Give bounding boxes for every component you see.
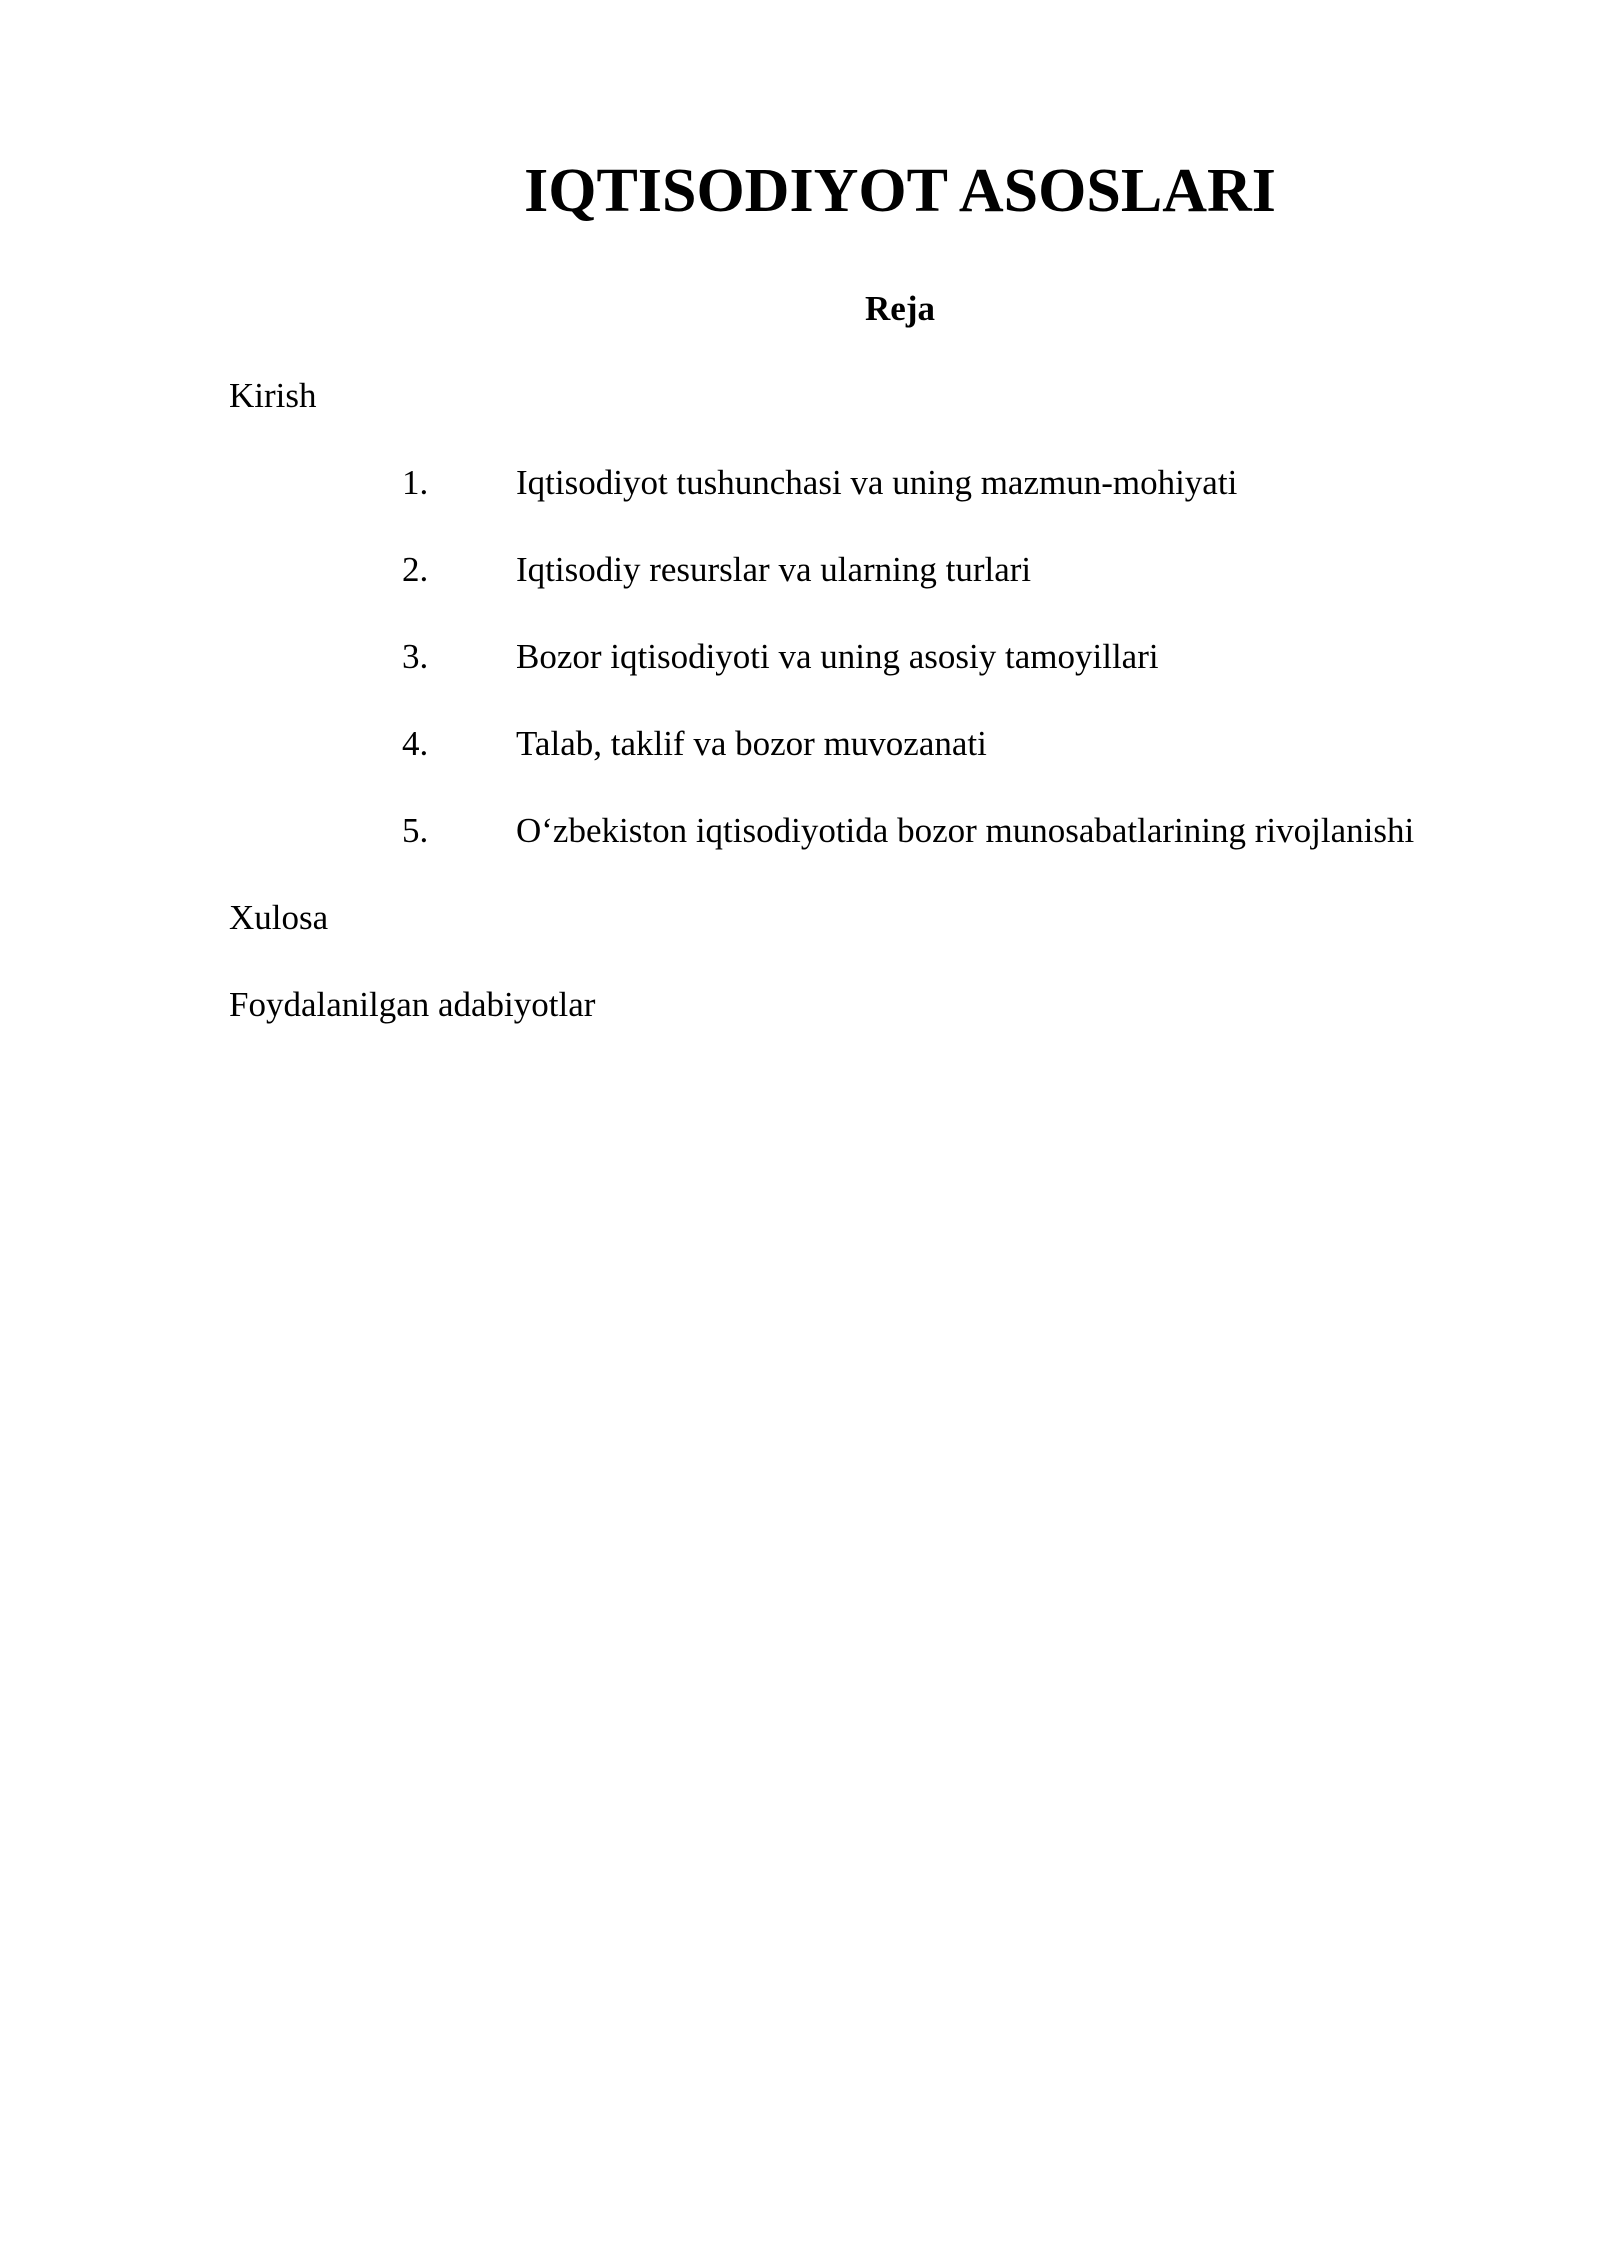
list-item-text: Talab, taklif va bozor muvozanati xyxy=(516,724,987,763)
list-item-text: Iqtisodiyot tushunchasi va uning mazmun-mohiyati xyxy=(516,463,1238,502)
document-title: IQTISODIYOT ASOSLARI xyxy=(524,157,1276,225)
list-item-text: Iqtisodiy resurslar va ularning turlari xyxy=(516,550,1032,589)
list-item-number: 3. xyxy=(402,637,429,676)
list-item-number: 2. xyxy=(402,550,429,589)
list-item-number: 5. xyxy=(402,811,429,850)
conclusion-line: Xulosa xyxy=(229,898,329,937)
intro-line: Kirish xyxy=(229,376,317,415)
list-item-text: Bozor iqtisodiyoti va uning asosiy tamoyillari xyxy=(516,637,1159,676)
plan-heading: Reja xyxy=(865,289,935,328)
list-item-number: 1. xyxy=(402,463,429,502)
list-item-number: 4. xyxy=(402,724,429,763)
list-item-text: O‘zbekiston iqtisodiyotida bozor munosabatlarining rivojlanishi xyxy=(516,811,1415,850)
references-line: Foydalanilgan adabiyotlar xyxy=(229,985,596,1024)
